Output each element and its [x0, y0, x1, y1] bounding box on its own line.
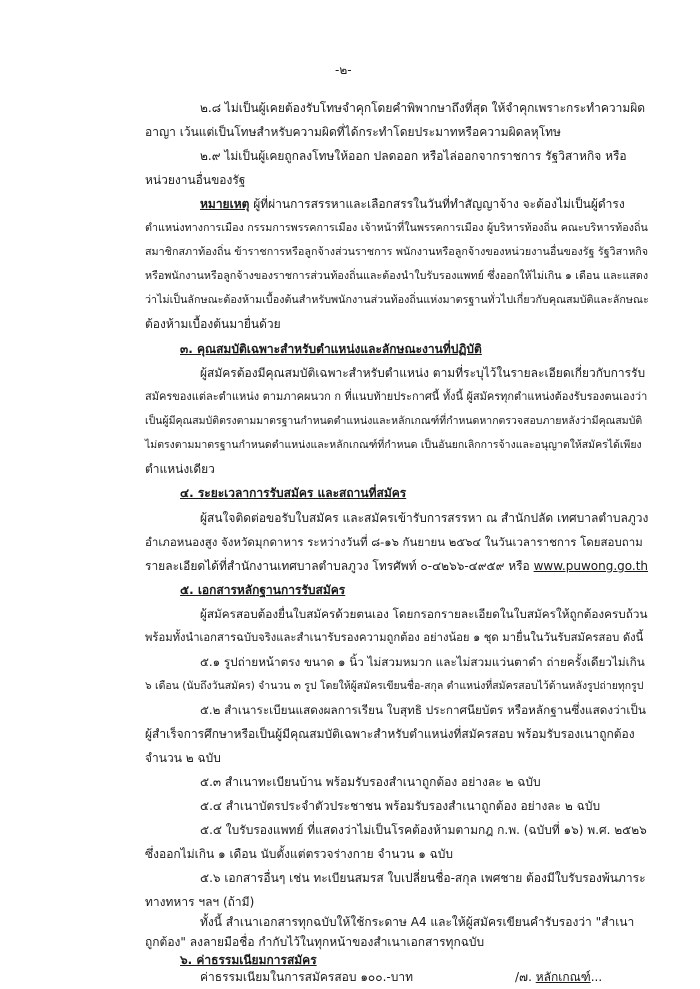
next-page-label: หลักเกณฑ์: [535, 970, 591, 984]
section-4-contact: รายละเอียดได้ที่สำนักงานเทศบาลตำบลภูวง โทรศัพท์ ๐-๔๒๖๖-๔๙๕๙ หรือ: [145, 559, 534, 573]
item-5-6-line2: ทางทหาร ฯลฯ (ถ้ามี): [145, 895, 255, 909]
section-6-heading: ๖. ค่าธรรมเนียมการสมัคร: [180, 953, 317, 967]
item-5-2-line2: ผู้สำเร็จการศึกษาหรือเป็นผู้มีคุณสมบัติเฉพาะสำหรับตำแหน่งที่สมัครสอบ พร้อมรับรองเนาถูกต้อง: [145, 727, 635, 741]
website-link[interactable]: www.puwong.go.th: [533, 559, 649, 573]
section-3-line1: ผู้สมัครต้องมีคุณสมบัติเฉพาะสำหรับตำแหน่ง ตามที่ระบุไว้ในรายละเอียดเกี่ยวกับการรับ: [200, 366, 646, 380]
item-2-8-line1: ๒.๘ ไม่เป็นผู้เคยต้องรับโทษจำคุกโดยคำพิพากษาถึงที่สุด ให้จำคุกเพราะกระทำความผิด: [200, 101, 646, 115]
item-2-9-line2: หน่วยงานอื่นของรัฐ: [145, 173, 246, 187]
item-5-2-line1: ๕.๒ สำเนาระเบียนแสดงผลการเรียน ใบสุทธิ ประกาศนียบัตร หรือหลักฐานซึ่งแสดงว่าเป็น: [200, 703, 646, 717]
note-line6: ต้องห้ามเบื้องต้นมายื่นด้วย: [145, 317, 281, 331]
section-5-intro1: ผู้สมัครสอบต้องยื่นใบสมัครด้วยตนเอง โดยกรอกรายละเอียดในใบสมัครให้ถูกต้องครบถ้วน: [200, 607, 648, 621]
item-5-5-line2: ซึ่งออกไม่เกิน ๑ เดือน นับตั้งแต่ตรวจร่างกาย จำนวน ๑ ฉบับ: [145, 847, 454, 861]
note-line3: สมาชิกสภาท้องถิ่น ข้าราชการหรือลูกจ้างส่วนราชการ พนักงานหรือลูกจ้างของหน่วยงานอื่นของรัฐ รัฐวิสาหกิจ: [145, 245, 649, 258]
page-number: -๒-: [335, 63, 352, 77]
next-page-prefix: /๗.: [515, 970, 536, 984]
item-5-3: ๕.๓ สำเนาทะเบียนบ้าน พร้อมรับรองสำเนาถูกต้อง อย่างละ ๒ ฉบับ: [200, 775, 541, 789]
section-3-line2: สมัครของแต่ละตำแหน่ง ตามภาคผนวก ก ที่แนบท้ายประกาศนี้ ทั้งนี้ ผู้สมัครทุกตำแหน่งต้องรับรองตนเองว่า: [145, 390, 648, 403]
section-6-line1: ค่าธรรมเนียมในการสมัครสอบ ๑๐๐.-บาท: [200, 970, 413, 984]
section-4-line2: อำเภอหนองสูง จังหวัดมุกดาหาร ระหว่างวันที่ ๘-๑๖ กันยายน ๒๕๖๔ ในวันเวลาราชการ โดยสอบถาม: [145, 535, 643, 549]
item-5-6-line1: ๕.๖ เอกสารอื่นๆ เช่น ทะเบียนสมรส ใบเปลี่ยนชื่อ-สกุล เพศชาย ต้องมีใบรับรองพ้นภาระ: [200, 871, 646, 885]
section-3-heading: ๓. คุณสมบัติเฉพาะสำหรับตำแหน่งและลักษณะงานที่ปฏิบัติ: [180, 342, 482, 356]
item-5-2-line3: จำนวน ๒ ฉบับ: [145, 751, 221, 765]
note-line4: หรือพนักงานหรือลูกจ้างของราชการส่วนท้องถิ่นและต้องนำใบรับรองแพทย์ ซึ่งออกให้ไม่เกิน ๑ เดือน และแสดง: [145, 269, 649, 282]
note-line5: ว่าไม่เป็นลักษณะต้องห้ามเบื้องต้นสำหรับพนักงานส่วนท้องถิ่นแห่งมาตรฐานทั่วไปเกี่ยวกับคุณสมบัติและลักษณะ: [145, 293, 649, 306]
next-page-marker: [515, 969, 602, 985]
section-5-note-line2: ถูกต้อง" ลงลายมือชื่อ กำกับไว้ในทุกหน้าของสำเนาเอกสารทุกฉบับ: [145, 935, 485, 949]
next-page-suffix: ...: [590, 970, 603, 984]
item-2-9-line1: ๒.๙ ไม่เป็นผู้เคยถูกลงโทษให้ออก ปลดออก หรือไล่ออกจากราชการ รัฐวิสาหกิจ หรือ: [200, 149, 627, 163]
item-5-4: ๕.๔ สำเนาบัตรประจำตัวประชาชน พร้อมรับรองสำเนาถูกต้อง อย่างละ ๒ ฉบับ: [200, 799, 601, 813]
note-text: ผู้ที่ผ่านการสรรหาและเลือกสรรในวันที่ทำสัญญาจ้าง จะต้องไม่เป็นผู้ดำรง: [249, 197, 625, 211]
section-4-heading: ๔. ระยะเวลาการรับสมัคร และสถานที่สมัคร: [180, 486, 407, 500]
section-4-line1: ผู้สนใจติดต่อขอรับใบสมัคร และสมัครเข้ารับการสรรหา ณ สำนักปลัด เทศบาลตำบลภูวง: [200, 511, 649, 525]
item-2-8-line2: อาญา เว้นแต่เป็นโทษสำหรับความผิดที่ได้กระทำโดยประมาทหรือความผิดลหุโทษ: [145, 125, 561, 139]
section-3-line3: เป็นผู้มีคุณสมบัติตรงตามมาตรฐานกำหนดตำแหน่งและหลักเกณฑ์ที่กำหนดหากตรวจสอบภายหลังว่ามีคุณสมบัติ: [145, 415, 643, 427]
section-5-note-line1: ทั้งนี้ สำเนาเอกสารทุกฉบับให้ใช้กระดาษ A4 และให้ผู้สมัครเขียนคำรับรองว่า "สำเนา: [200, 915, 635, 929]
note-label: หมายเหตุ: [200, 197, 250, 211]
note-line2: ตำแหน่งทางการเมือง กรรมการพรรคการเมือง เจ้าหน้าที่ในพรรคการเมือง ผู้บริหารท้องถิ่น คณะบริหารท้องถิ่น: [145, 221, 648, 234]
section-4-line3: [145, 558, 648, 574]
section-5-intro2: พร้อมทั้งนำเอกสารฉบับจริงและสำเนารับรองความถูกต้อง อย่างน้อย ๑ ชุด มายื่นในวันรับสมัครสอบ ดังนี้: [145, 631, 644, 644]
note-line1: [200, 196, 625, 212]
item-5-1-line2: ๖ เดือน (นับถึงวันสมัคร) จำนวน ๓ รูป โดยให้ผู้สมัครเขียนชื่อ-สกุล ตำแหน่งที่สมัครสอบไว้ด้านหลังรูปถ่ายทุกรูป: [145, 680, 644, 692]
item-5-5-line1: ๕.๕ ใบรับรองแพทย์ ที่แสดงว่าไม่เป็นโรคต้องห้ามตามกฎ ก.พ. (ฉบับที่ ๑๖) พ.ศ. ๒๕๒๖: [200, 823, 647, 837]
section-5-heading: ๕. เอกสารหลักฐานการรับสมัคร: [180, 583, 346, 597]
item-5-1-line1: ๕.๑ รูปถ่ายหน้าตรง ขนาด ๑ นิ้ว ไม่สวมหมวก และไม่สวมแว่นตาดำ ถ่ายครั้งเดียวไม่เกิน: [200, 655, 645, 669]
section-3-line5: ตำแหน่งเดียว: [145, 462, 215, 476]
section-3-line4: ไม่ตรงตามมาตรฐานกำหนดตำแหน่งและหลักเกณฑ์ที่กำหนด เป็นอันยกเลิกการจ้างและอนุญาตให้สมัครได้เพียง: [145, 439, 642, 451]
